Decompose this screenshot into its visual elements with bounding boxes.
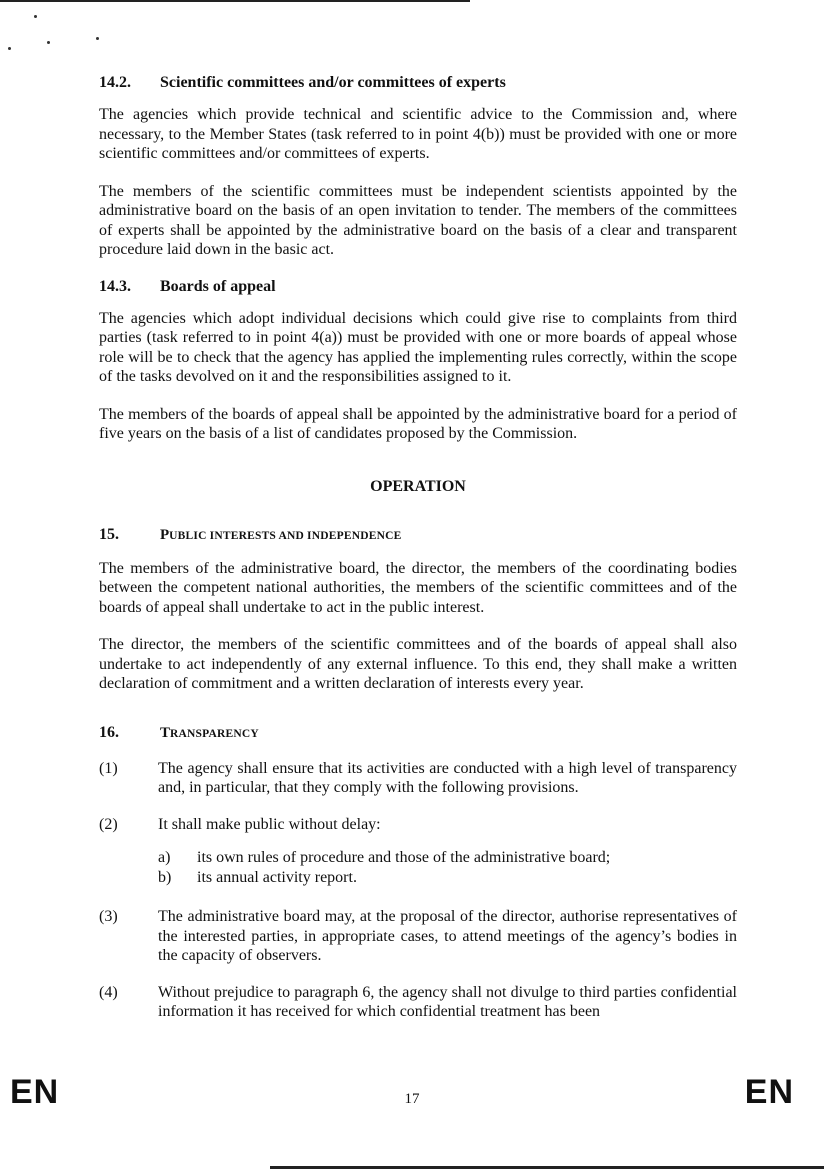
scan-speck xyxy=(8,47,11,50)
section-14-3-heading xyxy=(99,278,737,296)
section-14-2-heading xyxy=(99,74,737,92)
sub-item-label: b) xyxy=(158,868,172,886)
section-number: 15. xyxy=(99,525,119,543)
sub-item-text: its own rules of procedure and those of the administrative board; xyxy=(197,849,611,866)
paragraph: The members of the scientific committees must be independent scientists appointed by the administrative board on the basis of an open invitation to tender. The members of the committees of experts shall be appointed by the administrative board on the basis of a clear and transparent procedure laid down in the basic act. xyxy=(99,182,737,258)
sub-item-text: its annual activity report. xyxy=(197,868,357,886)
title-smallcaps: RANSPARENCY xyxy=(170,727,259,740)
title-initial: P xyxy=(160,526,170,543)
document-body xyxy=(99,74,737,1039)
section-number: 14.3. xyxy=(99,277,131,295)
section-title: Scientific committees and/or committees of experts xyxy=(160,74,506,91)
numbered-item xyxy=(99,983,737,1022)
numbered-item xyxy=(99,759,737,798)
paragraph: The members of the administrative board, the director, the members of the coordinating bodies between the competent national authorities, the members of the scientific committees and of the boards of appeal shall undertake to act in the public interest. xyxy=(99,559,737,616)
section-title: Boards of appeal xyxy=(160,277,276,295)
item-text: It shall make public without delay: xyxy=(158,815,381,833)
language-code-left: EN xyxy=(10,1073,60,1111)
title-initial: T xyxy=(160,724,171,741)
scan-speck xyxy=(34,15,37,18)
section-number: 16. xyxy=(99,723,119,741)
scan-speck xyxy=(96,37,99,40)
language-code-right: EN xyxy=(744,1073,794,1111)
title-smallcaps: UBLIC INTERESTS AND INDEPENDENCE xyxy=(169,529,402,542)
paragraph: The director, the members of the scientific committees and of the boards of appeal shall also undertake to act independently of any external influence. To this end, they shall make a written declaration of commitment and a written declaration of interests every year. xyxy=(99,636,737,692)
scan-edge-top xyxy=(0,0,470,2)
section-16-heading xyxy=(99,724,737,742)
item-text: The agency shall ensure that its activities are conducted with a high level of transparency and, in particular, that they comply with the following provisions. xyxy=(158,759,737,796)
paragraph: The members of the boards of appeal shall be appointed by the administrative board for a period of five years on the basis of a list of candidates proposed by the Commission. xyxy=(99,405,737,442)
sub-item xyxy=(158,848,737,868)
item-label: (4) xyxy=(99,983,118,1001)
sub-item-label: a) xyxy=(158,849,171,866)
section-number: 14.2. xyxy=(99,74,131,91)
scan-speck xyxy=(47,41,50,44)
item-label: (2) xyxy=(99,815,118,833)
operation-title: OPERATION xyxy=(370,477,466,495)
sub-list xyxy=(99,848,737,887)
item-text: Without prejudice to paragraph 6, the agency shall not divulge to third parties confidential information it has received for which confidential treatment has been xyxy=(158,983,737,1020)
sub-item xyxy=(158,868,737,888)
paragraph: The agencies which adopt individual decisions which could give rise to complaints from third parties (task referred to in point 4(a)) must be provided with one or more boards of appeal whose role will be to check that the agency has applied the implementing rules correctly, within the scope of the tasks devolved on it and the responsibilities assigned to it. xyxy=(99,309,737,385)
section-15-heading xyxy=(99,526,737,544)
item-label: (3) xyxy=(99,908,118,925)
page-number: 17 xyxy=(404,1091,420,1107)
item-text: The administrative board may, at the proposal of the director, authorise representatives of the interested parties, in appropriate cases, to attend meetings of the agency’s bodies in the capacity of observers. xyxy=(158,908,737,964)
numbered-item xyxy=(99,907,737,966)
item-label: (1) xyxy=(99,759,118,777)
numbered-item xyxy=(99,815,737,835)
paragraph: The agencies which provide technical and scientific advice to the Commission and, where necessary, to the Member States (task referred to in point 4(b)) must be provided with one or more scientific committees and/or committees of experts. xyxy=(99,106,737,162)
